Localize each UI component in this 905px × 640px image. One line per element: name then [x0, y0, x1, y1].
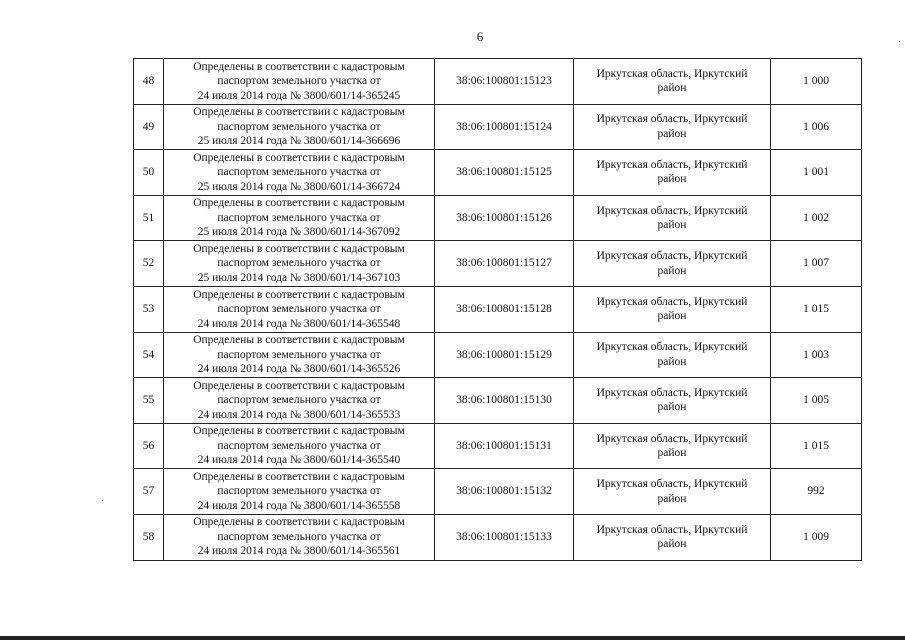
plot-location	[574, 423, 771, 469]
description-line: паспортом земельного участка от	[217, 394, 381, 407]
location-line: район	[657, 82, 687, 95]
location-line: Иркутская область, Иркутский	[596, 478, 748, 491]
description-line: паспортом земельного участка от	[217, 348, 381, 361]
table-row	[134, 286, 862, 332]
plot-area: 1 015	[771, 423, 862, 469]
plot-location	[574, 286, 771, 332]
plot-area: 1 002	[771, 195, 862, 241]
row-number: 58	[134, 514, 164, 560]
boundary-description	[164, 241, 435, 287]
location-line: район	[657, 219, 687, 232]
location-line: район	[657, 538, 687, 551]
table-row	[134, 378, 862, 424]
description-line: Определены в соответствии с кадастровым	[193, 470, 405, 483]
cadastral-number: 38:06:100801:15127	[435, 241, 574, 287]
boundary-description	[164, 469, 435, 515]
plot-location	[574, 378, 771, 424]
cadastral-number: 38:06:100801:15124	[435, 104, 574, 150]
plot-area: 1 005	[771, 378, 862, 424]
description-line: паспортом земельного участка от	[217, 530, 381, 543]
description-line: Определены в соответствии с кадастровым	[193, 242, 405, 255]
boundary-description	[164, 59, 435, 105]
description-line: 24 июля 2014 года № 3800/601/14-365540	[197, 454, 401, 467]
table-row	[134, 423, 862, 469]
row-number: 54	[134, 332, 164, 378]
boundary-description	[164, 514, 435, 560]
boundary-description	[164, 150, 435, 196]
location-line: Иркутская область, Иркутский	[596, 295, 748, 308]
plot-area: 1 006	[771, 104, 862, 150]
plot-area: 1 000	[771, 59, 862, 105]
plot-location	[574, 150, 771, 196]
location-line: район	[657, 447, 687, 460]
location-line: район	[657, 173, 687, 186]
description-line: паспортом земельного участка от	[217, 166, 381, 179]
scan-bottom-edge	[0, 636, 905, 640]
page-number: 6	[476, 29, 484, 44]
plot-area: 1 009	[771, 514, 862, 560]
table-row	[134, 241, 862, 287]
boundary-description	[164, 286, 435, 332]
location-line: Иркутская область, Иркутский	[596, 341, 748, 354]
location-line: район	[657, 492, 687, 505]
table-body	[134, 59, 862, 561]
plot-location	[574, 514, 771, 560]
location-line: Иркутская область, Иркутский	[596, 386, 748, 399]
description-line: 24 июля 2014 года № 3800/601/14-365548	[197, 317, 401, 330]
plot-area: 992	[771, 469, 862, 515]
description-line: 25 июля 2014 года № 3800/601/14-367092	[197, 226, 401, 239]
description-line: паспортом земельного участка от	[217, 120, 381, 133]
boundary-description	[164, 378, 435, 424]
table-row	[134, 104, 862, 150]
plot-location	[574, 241, 771, 287]
plot-location	[574, 195, 771, 241]
description-line: Определены в соответствии с кадастровым	[193, 197, 405, 210]
row-number: 50	[134, 150, 164, 196]
description-line: паспортом земельного участка от	[217, 211, 381, 224]
boundary-description	[164, 104, 435, 150]
description-line: Определены в соответствии с кадастровым	[193, 516, 405, 529]
description-line: 24 июля 2014 года № 3800/601/14-365526	[197, 363, 401, 376]
description-line: 24 июля 2014 года № 3800/601/14-365533	[197, 408, 401, 421]
description-line: 24 июля 2014 года № 3800/601/14-365558	[197, 499, 401, 512]
description-line: 25 июля 2014 года № 3800/601/14-366696	[197, 135, 401, 148]
location-line: Иркутская область, Иркутский	[596, 158, 748, 171]
plot-area: 1 003	[771, 332, 862, 378]
location-line: Иркутская область, Иркутский	[596, 432, 748, 445]
row-number: 51	[134, 195, 164, 241]
description-line: паспортом земельного участка от	[217, 485, 381, 498]
location-line: Иркутская область, Иркутский	[596, 250, 748, 263]
plot-area: 1 007	[771, 241, 862, 287]
plot-location	[574, 332, 771, 378]
description-line: Определены в соответствии с кадастровым	[193, 288, 405, 301]
cadastral-number: 38:06:100801:15126	[435, 195, 574, 241]
plot-location	[574, 104, 771, 150]
cadastral-number: 38:06:100801:15132	[435, 469, 574, 515]
description-line: 25 июля 2014 года № 3800/601/14-366724	[197, 180, 401, 193]
row-number: 56	[134, 423, 164, 469]
table-row	[134, 195, 862, 241]
land-plots-table	[133, 58, 862, 561]
location-line: Иркутская область, Иркутский	[596, 67, 748, 80]
location-line: Иркутская область, Иркутский	[596, 523, 748, 536]
description-line: Определены в соответствии с кадастровым	[193, 60, 405, 73]
row-number: 52	[134, 241, 164, 287]
boundary-description	[164, 195, 435, 241]
table-row	[134, 332, 862, 378]
row-number: 55	[134, 378, 164, 424]
description-line: 25 июля 2014 года № 3800/601/14-367103	[197, 271, 401, 284]
description-line: Определены в соответствии с кадастровым	[193, 151, 405, 164]
cadastral-number: 38:06:100801:15129	[435, 332, 574, 378]
plot-location	[574, 59, 771, 105]
table-row	[134, 150, 862, 196]
description-line: Определены в соответствии с кадастровым	[193, 379, 405, 392]
scan-artifact	[102, 500, 103, 501]
location-line: район	[657, 310, 687, 323]
cadastral-number: 38:06:100801:15133	[435, 514, 574, 560]
description-line: 24 июля 2014 года № 3800/601/14-365245	[197, 89, 401, 102]
cadastral-number: 38:06:100801:15128	[435, 286, 574, 332]
plot-area: 1 015	[771, 286, 862, 332]
location-line: район	[657, 401, 687, 414]
row-number: 49	[134, 104, 164, 150]
plot-area: 1 001	[771, 150, 862, 196]
description-line: Определены в соответствии с кадастровым	[193, 425, 405, 438]
description-line: паспортом земельного участка от	[217, 303, 381, 316]
description-line: 24 июля 2014 года № 3800/601/14-365561	[197, 545, 401, 558]
cadastral-number: 38:06:100801:15130	[435, 378, 574, 424]
row-number: 57	[134, 469, 164, 515]
row-number: 53	[134, 286, 164, 332]
boundary-description	[164, 332, 435, 378]
table-row	[134, 59, 862, 105]
row-number: 48	[134, 59, 164, 105]
boundary-description	[164, 423, 435, 469]
location-line: район	[657, 355, 687, 368]
description-line: Определены в соответствии с кадастровым	[193, 106, 405, 119]
cadastral-number: 38:06:100801:15125	[435, 150, 574, 196]
table-row	[134, 469, 862, 515]
location-line: район	[657, 127, 687, 140]
table-row	[134, 514, 862, 560]
description-line: Определены в соответствии с кадастровым	[193, 334, 405, 347]
description-line: паспортом земельного участка от	[217, 75, 381, 88]
location-line: район	[657, 264, 687, 277]
cadastral-number: 38:06:100801:15131	[435, 423, 574, 469]
description-line: паспортом земельного участка от	[217, 257, 381, 270]
location-line: Иркутская область, Иркутский	[596, 113, 748, 126]
description-line: паспортом земельного участка от	[217, 439, 381, 452]
plot-location	[574, 469, 771, 515]
scan-artifact	[899, 41, 900, 42]
location-line: Иркутская область, Иркутский	[596, 204, 748, 217]
cadastral-number: 38:06:100801:15123	[435, 59, 574, 105]
